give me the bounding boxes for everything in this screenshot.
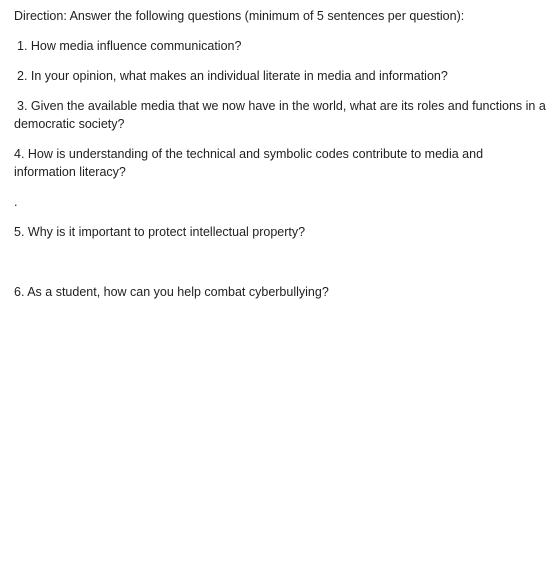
question-4-line-1: 4. How is understanding of the technical and symbolic codes contribute to media and — [14, 147, 484, 161]
question-3-line-1: 3. Given the available media that we now have in the world, what are its roles and functions in a — [17, 99, 546, 113]
question-4-line-2: information literacy? — [14, 165, 126, 179]
direction-text: Direction: Answer the following questions (minimum of 5 sentences per question): — [14, 9, 465, 23]
question-3-line-2: democratic society? — [14, 117, 125, 131]
question-2: 2. In your opinion, what makes an individual literate in media and information? — [17, 69, 448, 83]
question-5: 5. Why is it important to protect intellectual property? — [14, 225, 306, 239]
question-6: 6. As a student, how can you help combat cyberbullying? — [14, 285, 329, 299]
question-1: 1. How media influence communication? — [17, 39, 242, 53]
stray-period: . — [14, 195, 18, 209]
